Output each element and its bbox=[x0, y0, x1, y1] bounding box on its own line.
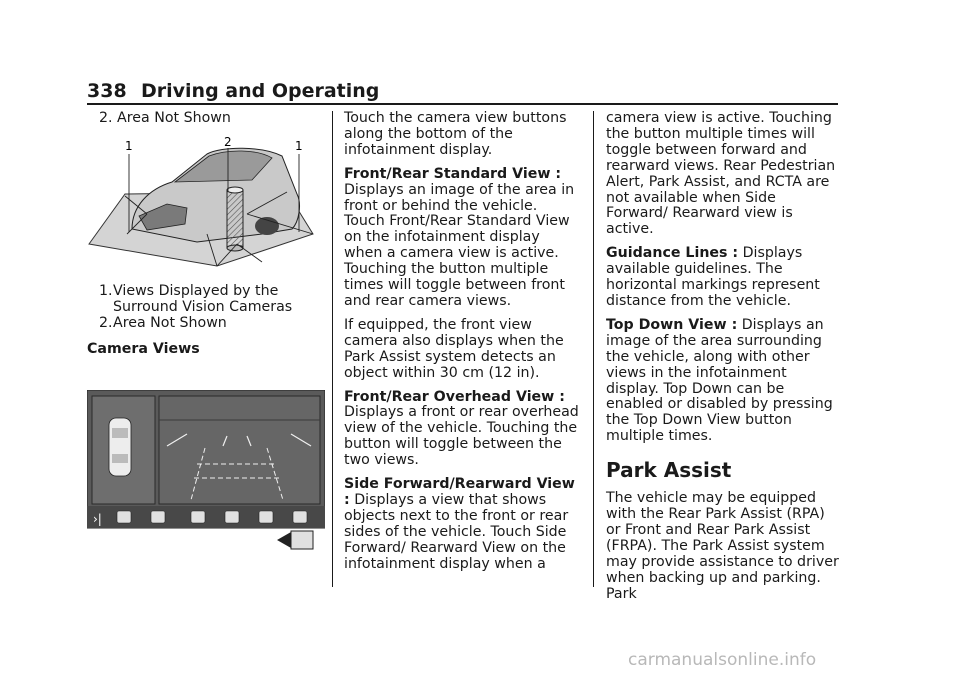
page-header bbox=[87, 80, 838, 104]
callout-1-left: 1 bbox=[125, 139, 133, 153]
legend-item bbox=[87, 284, 327, 316]
view-button-5 bbox=[259, 511, 273, 523]
paragraph-guidance-lines bbox=[606, 246, 841, 310]
surround-vision-figure bbox=[87, 134, 317, 270]
view-button-3 bbox=[191, 511, 205, 523]
term-title: Side Forward/Rearward View : bbox=[344, 476, 575, 508]
camera-pane bbox=[159, 396, 320, 504]
park-assist-button bbox=[291, 531, 313, 549]
term-title: Top Down View : bbox=[606, 316, 738, 333]
paragraph-top-down-view bbox=[606, 318, 841, 445]
paragraph: The vehicle may be equipped with the Rear Park Assist (RPA) or Front and Rear Park Assist (FRPA). The Park Assist system may provide assistance to driver when backing up and parking. Park bbox=[606, 490, 839, 602]
column-separator-1 bbox=[332, 111, 333, 587]
header-rule bbox=[87, 103, 838, 105]
callout-2: 2 bbox=[224, 135, 232, 149]
view-button-2 bbox=[151, 511, 165, 523]
paragraph: If equipped, the front view camera also displays when the Park Assist system detects an object within 30 cm (12 in). bbox=[344, 316, 564, 381]
list-item-text: 2. Area Not Shown bbox=[99, 110, 231, 126]
camera-screen-figure bbox=[87, 390, 325, 554]
park-assist-heading: Park Assist bbox=[606, 458, 732, 483]
term-title: Front/Rear Overhead View : bbox=[344, 388, 565, 405]
paragraph-front-rear-overhead bbox=[344, 390, 582, 470]
term-title: Front/Rear Standard View : bbox=[344, 165, 562, 182]
view-button-1 bbox=[117, 511, 131, 523]
watermark: carmanualsonline.info bbox=[628, 650, 817, 670]
camera-views-heading: Camera Views bbox=[87, 340, 200, 357]
top-down-car bbox=[109, 418, 131, 476]
view-button-6 bbox=[293, 511, 307, 523]
view-button-4 bbox=[225, 511, 239, 523]
legend-text: Views Displayed by the Surround Vision Cameras bbox=[113, 283, 293, 315]
term-text: Displays a front or rear overhead view of the vehicle. Touching the button will toggle between the two views. bbox=[344, 404, 579, 469]
callout-1-right: 1 bbox=[295, 139, 303, 153]
legend-item bbox=[87, 316, 327, 332]
list-item-area-not-shown-top bbox=[87, 111, 327, 127]
paragraph: Touch the camera view buttons along the bottom of the infotainment display. bbox=[344, 110, 567, 158]
column-3 bbox=[606, 111, 841, 610]
section-title: Driving and Operating bbox=[141, 80, 380, 102]
column-2 bbox=[344, 111, 582, 580]
paragraph: camera view is active. Touching the button multiple times will toggle between forward and rearward views. Rear Pedestrian Alert, Park Assist, and RCTA are not available when Side Forward/ Rearward view is active. bbox=[606, 110, 836, 238]
figure-legend bbox=[87, 284, 327, 366]
column-separator-2 bbox=[593, 111, 594, 587]
term-title: Guidance Lines : bbox=[606, 245, 739, 262]
term-text: Displays an image of the area in front or behind the vehicle. Touch Front/Rear Standard View on the infotainment display when a camera view is active. Touching the button multiple times will toggle between front and rear camera views. bbox=[344, 181, 575, 309]
chevron-icon: ›| bbox=[93, 512, 102, 526]
callout-arrow bbox=[277, 532, 291, 548]
paragraph-side-forward-rearward bbox=[344, 477, 582, 572]
term-text: Displays an image of the area surrounding the vehicle, along with other views in the infotainment display. Top Down can be enabled or disabled by pressing the Top Down View button multiple times. bbox=[606, 316, 833, 445]
legend-number: 1. bbox=[99, 283, 113, 299]
page-number: 338 bbox=[87, 80, 127, 102]
column-1 bbox=[87, 111, 327, 127]
term-text: Displays available guidelines. The horizontal markings represent distance from the vehicle. bbox=[606, 245, 820, 309]
area-not-shown-cylinder bbox=[227, 190, 243, 248]
term-text: Displays a view that shows objects next to the front or rear sides of the vehicle. Touch Side Forward/ Rearward View on the infotainment display when a bbox=[344, 491, 569, 572]
legend-text: Area Not Shown bbox=[113, 314, 227, 331]
paragraph-front-rear-standard bbox=[344, 167, 582, 310]
legend-number: 2. bbox=[99, 314, 113, 331]
